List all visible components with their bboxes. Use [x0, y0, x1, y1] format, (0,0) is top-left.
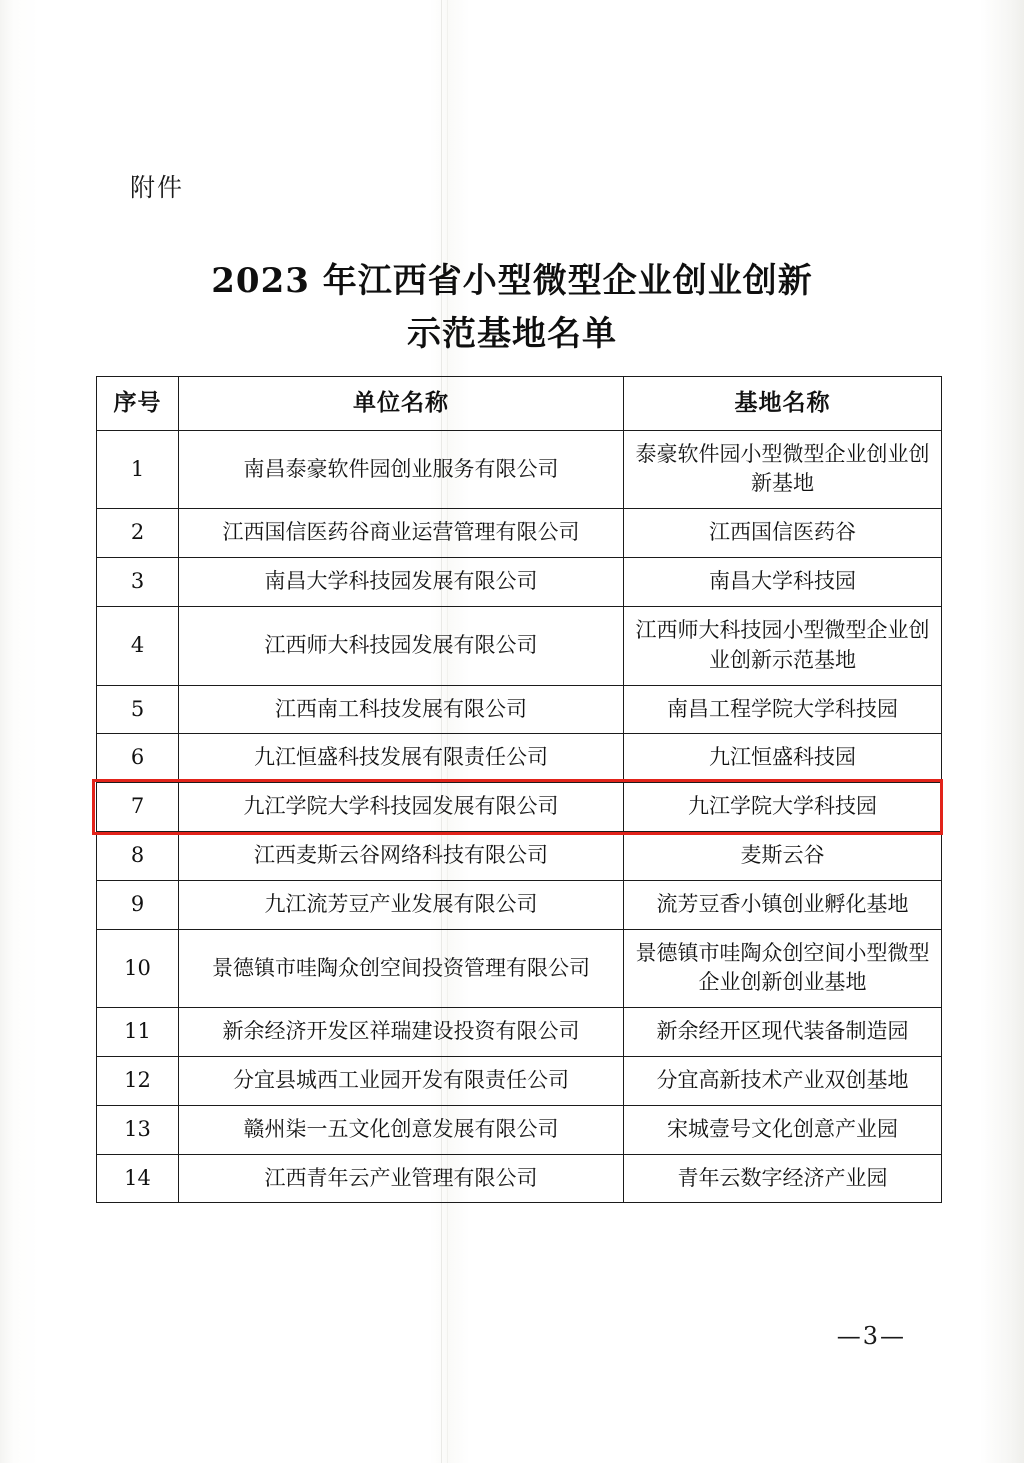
- cell-organization: 江西国信医药谷商业运营管理有限公司: [179, 509, 624, 558]
- cell-base: 泰豪软件园小型微型企业创业创新基地: [624, 430, 942, 509]
- column-header-base: 基地名称: [624, 377, 942, 431]
- column-header-index: 序号: [97, 377, 179, 431]
- cell-index: 9: [97, 880, 179, 929]
- cell-index: 5: [97, 685, 179, 734]
- table-row: [97, 606, 942, 685]
- cell-base: 麦斯云谷: [624, 831, 942, 880]
- table-row: [97, 558, 942, 607]
- cell-index: 3: [97, 558, 179, 607]
- table-row: [97, 1057, 942, 1106]
- cell-organization: 江西南工科技发展有限公司: [179, 685, 624, 734]
- table-row: [97, 929, 942, 1008]
- cell-base: 景德镇市哇陶众创空间小型微型企业创新创业基地: [624, 929, 942, 1008]
- cell-base: 南昌大学科技园: [624, 558, 942, 607]
- table-row: [97, 1105, 942, 1154]
- cell-organization: 江西麦斯云谷网络科技有限公司: [179, 831, 624, 880]
- table-row: [97, 880, 942, 929]
- cell-index: 11: [97, 1008, 179, 1057]
- cell-base: 分宜高新技术产业双创基地: [624, 1057, 942, 1106]
- table-body: [97, 430, 942, 1203]
- table-row: [97, 734, 942, 783]
- column-header-organization: 单位名称: [179, 377, 624, 431]
- cell-organization: 南昌泰豪软件园创业服务有限公司: [179, 430, 624, 509]
- table-row: [97, 783, 942, 832]
- cell-organization: 九江流芳豆产业发展有限公司: [179, 880, 624, 929]
- cell-base: 九江学院大学科技园: [624, 783, 942, 832]
- page-title: [0, 255, 1024, 360]
- cell-base: 宋城壹号文化创意产业园: [624, 1105, 942, 1154]
- table-header-row: [97, 377, 942, 431]
- table-row: [97, 685, 942, 734]
- cell-base: 新余经开区现代装备制造园: [624, 1008, 942, 1057]
- cell-organization: 分宜县城西工业园开发有限责任公司: [179, 1057, 624, 1106]
- cell-index: 10: [97, 929, 179, 1008]
- list-table: [96, 376, 942, 1203]
- cell-index: 6: [97, 734, 179, 783]
- cell-base: 流芳豆香小镇创业孵化基地: [624, 880, 942, 929]
- cell-index: 14: [97, 1154, 179, 1203]
- cell-organization: 南昌大学科技园发展有限公司: [179, 558, 624, 607]
- cell-base: 南昌工程学院大学科技园: [624, 685, 942, 734]
- cell-organization: 江西师大科技园发展有限公司: [179, 606, 624, 685]
- cell-base: 江西国信医药谷: [624, 509, 942, 558]
- cell-organization: 九江学院大学科技园发展有限公司: [179, 783, 624, 832]
- list-table-container: [96, 376, 941, 1203]
- table-row: [97, 509, 942, 558]
- page-title-line-2: 示范基地名单: [407, 313, 617, 354]
- cell-organization: 赣州柒一五文化创意发展有限公司: [179, 1105, 624, 1154]
- cell-organization: 景德镇市哇陶众创空间投资管理有限公司: [179, 929, 624, 1008]
- cell-index: 12: [97, 1057, 179, 1106]
- cell-organization: 新余经济开发区祥瑞建设投资有限公司: [179, 1008, 624, 1057]
- cell-index: 1: [97, 430, 179, 509]
- table-row: [97, 430, 942, 509]
- page-title-line-1: 2023 年江西省小型微型企业创业创新: [211, 261, 813, 301]
- cell-index: 2: [97, 509, 179, 558]
- cell-base: 江西师大科技园小型微型企业创业创新示范基地: [624, 606, 942, 685]
- page-number: —3—: [836, 1322, 906, 1350]
- cell-base: 九江恒盛科技园: [624, 734, 942, 783]
- cell-index: 8: [97, 831, 179, 880]
- cell-index: 7: [97, 783, 179, 832]
- cell-index: 13: [97, 1105, 179, 1154]
- cell-base: 青年云数字经济产业园: [624, 1154, 942, 1203]
- table-row: [97, 1154, 942, 1203]
- cell-organization: 九江恒盛科技发展有限责任公司: [179, 734, 624, 783]
- attachment-label: 附件: [130, 173, 185, 202]
- cell-organization: 江西青年云产业管理有限公司: [179, 1154, 624, 1203]
- cell-index: 4: [97, 606, 179, 685]
- table-row: [97, 1008, 942, 1057]
- table-row: [97, 831, 942, 880]
